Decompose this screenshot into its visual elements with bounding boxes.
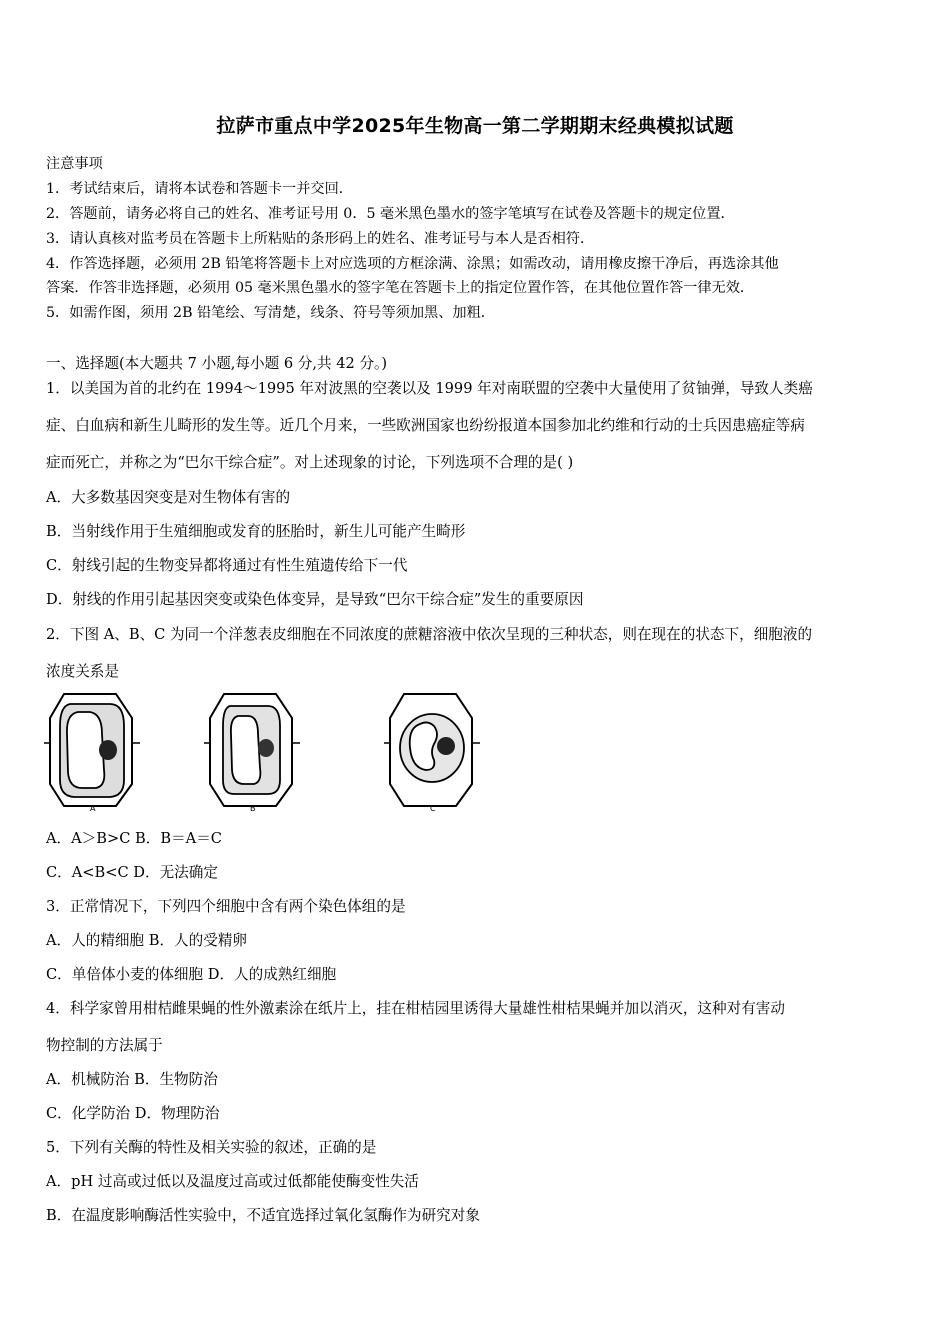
notice-item-4-cont: 答案．作答非选择题，必须用 05 毫米黑色墨水的签字笔在答题卡上的指定位置作答，在其他位置作答一律无效． bbox=[46, 280, 755, 296]
notice-item-3: 3．请认真核对监考员在答题卡上所粘贴的条形码上的姓名、准考证号与本人是否相符． bbox=[46, 231, 595, 247]
notice-item-5: 5．如需作图，须用 2B 铅笔绘、写清楚，线条、符号等须加黑、加粗． bbox=[46, 305, 495, 321]
cell-c-label: C bbox=[430, 804, 436, 813]
q1-stem-line-1: 1．以美国为首的北约在 1994～1995 年对波黑的空袭以及 1999 年对南联盟的空袭中大量使用了贫铀弹，导致人类癌 bbox=[46, 380, 813, 397]
q5-stem: 5．下列有关酶的特性及相关实验的叙述，正确的是 bbox=[46, 1139, 377, 1156]
q3-options-cd: C．单倍体小麦的体细胞 D．人的成熟红细胞 bbox=[46, 966, 337, 983]
q1-stem-line-3: 症而死亡，并称之为“巴尔干综合症”。对上述现象的讨论，下列选项不合理的是( ) bbox=[46, 454, 574, 471]
q4-options-ab: A．机械防治 B．生物防治 bbox=[46, 1071, 218, 1088]
cell-b-label: B bbox=[250, 804, 256, 813]
onion-cell-figures bbox=[44, 688, 484, 813]
cell-b-figure bbox=[204, 688, 304, 813]
cell-a-label: A bbox=[90, 804, 96, 813]
q4-stem-line-2: 物控制的方法属于 bbox=[46, 1037, 163, 1054]
notice-heading: 注意事项 bbox=[46, 156, 103, 172]
q3-stem: 3．正常情况下，下列四个细胞中含有两个染色体组的是 bbox=[46, 898, 406, 915]
q2-stem-line-1: 2．下图 A、B、C 为同一个洋葱表皮细胞在不同浓度的蔗糖溶液中依次呈现的三种状态，则在现在的状态下，细胞液的 bbox=[46, 626, 813, 643]
q2-options-cd: C．A<B<C D．无法确定 bbox=[46, 864, 218, 881]
q4-stem-line-1: 4．科学家曾用柑桔雌果蝇的性外激素涂在纸片上，挂在柑桔园里诱得大量雄性柑桔果蝇并加以消灭，这种对有害动 bbox=[46, 1000, 785, 1017]
section-heading: 一、选择题(本大题共 7 小题,每小题 6 分,共 42 分。) bbox=[46, 355, 388, 372]
q1-option-c: C．射线引起的生物变异都将通过有性生殖遗传给下一代 bbox=[46, 557, 408, 574]
q1-option-a: A．大多数基因突变是对生物体有害的 bbox=[46, 489, 291, 506]
q5-option-b: B．在温度影响酶活性实验中，不适宜选择过氧化氢酶作为研究对象 bbox=[46, 1207, 480, 1224]
notice-item-1: 1．考试结束后，请将本试卷和答题卡一并交回． bbox=[46, 181, 353, 197]
q4-options-cd: C．化学防治 D．物理防治 bbox=[46, 1105, 220, 1122]
notice-item-2: 2．答题前，请务必将自己的姓名、准考证号用 0．5 毫米黑色墨水的签字笔填写在试卷及答题卡的规定位置． bbox=[46, 206, 735, 222]
q2-stem-line-2: 浓度关系是 bbox=[46, 663, 119, 680]
cell-c-figure bbox=[384, 688, 484, 813]
q1-stem-line-2: 症、白血病和新生儿畸形的发生等。近几个月来，一些欧洲国家也纷纷报道本国参加北约维和行动的士兵因患癌症等病 bbox=[46, 417, 805, 434]
q2-options-ab: A．A＞B>C B．B＝A＝C bbox=[46, 830, 222, 847]
q3-options-ab: A．人的精细胞 B．人的受精卵 bbox=[46, 932, 248, 949]
q1-option-b: B．当射线作用于生殖细胞或发育的胚胎时，新生儿可能产生畸形 bbox=[46, 523, 466, 540]
exam-title: 拉萨市重点中学2025年生物高一第二学期期末经典模拟试题 bbox=[216, 115, 734, 137]
q1-option-d: D．射线的作用引起基因突变或染色体变异，是导致“巴尔干综合症”发生的重要原因 bbox=[46, 591, 584, 608]
cell-a-figure bbox=[44, 688, 144, 813]
q5-option-a: A．pH 过高或过低以及温度过高或过低都能使酶变性失活 bbox=[46, 1173, 419, 1190]
notice-item-4: 4．作答选择题，必须用 2B 铅笔将答题卡上对应选项的方框涂满、涂黑；如需改动，请用橡皮擦干净后，再选涂其他 bbox=[46, 256, 779, 272]
